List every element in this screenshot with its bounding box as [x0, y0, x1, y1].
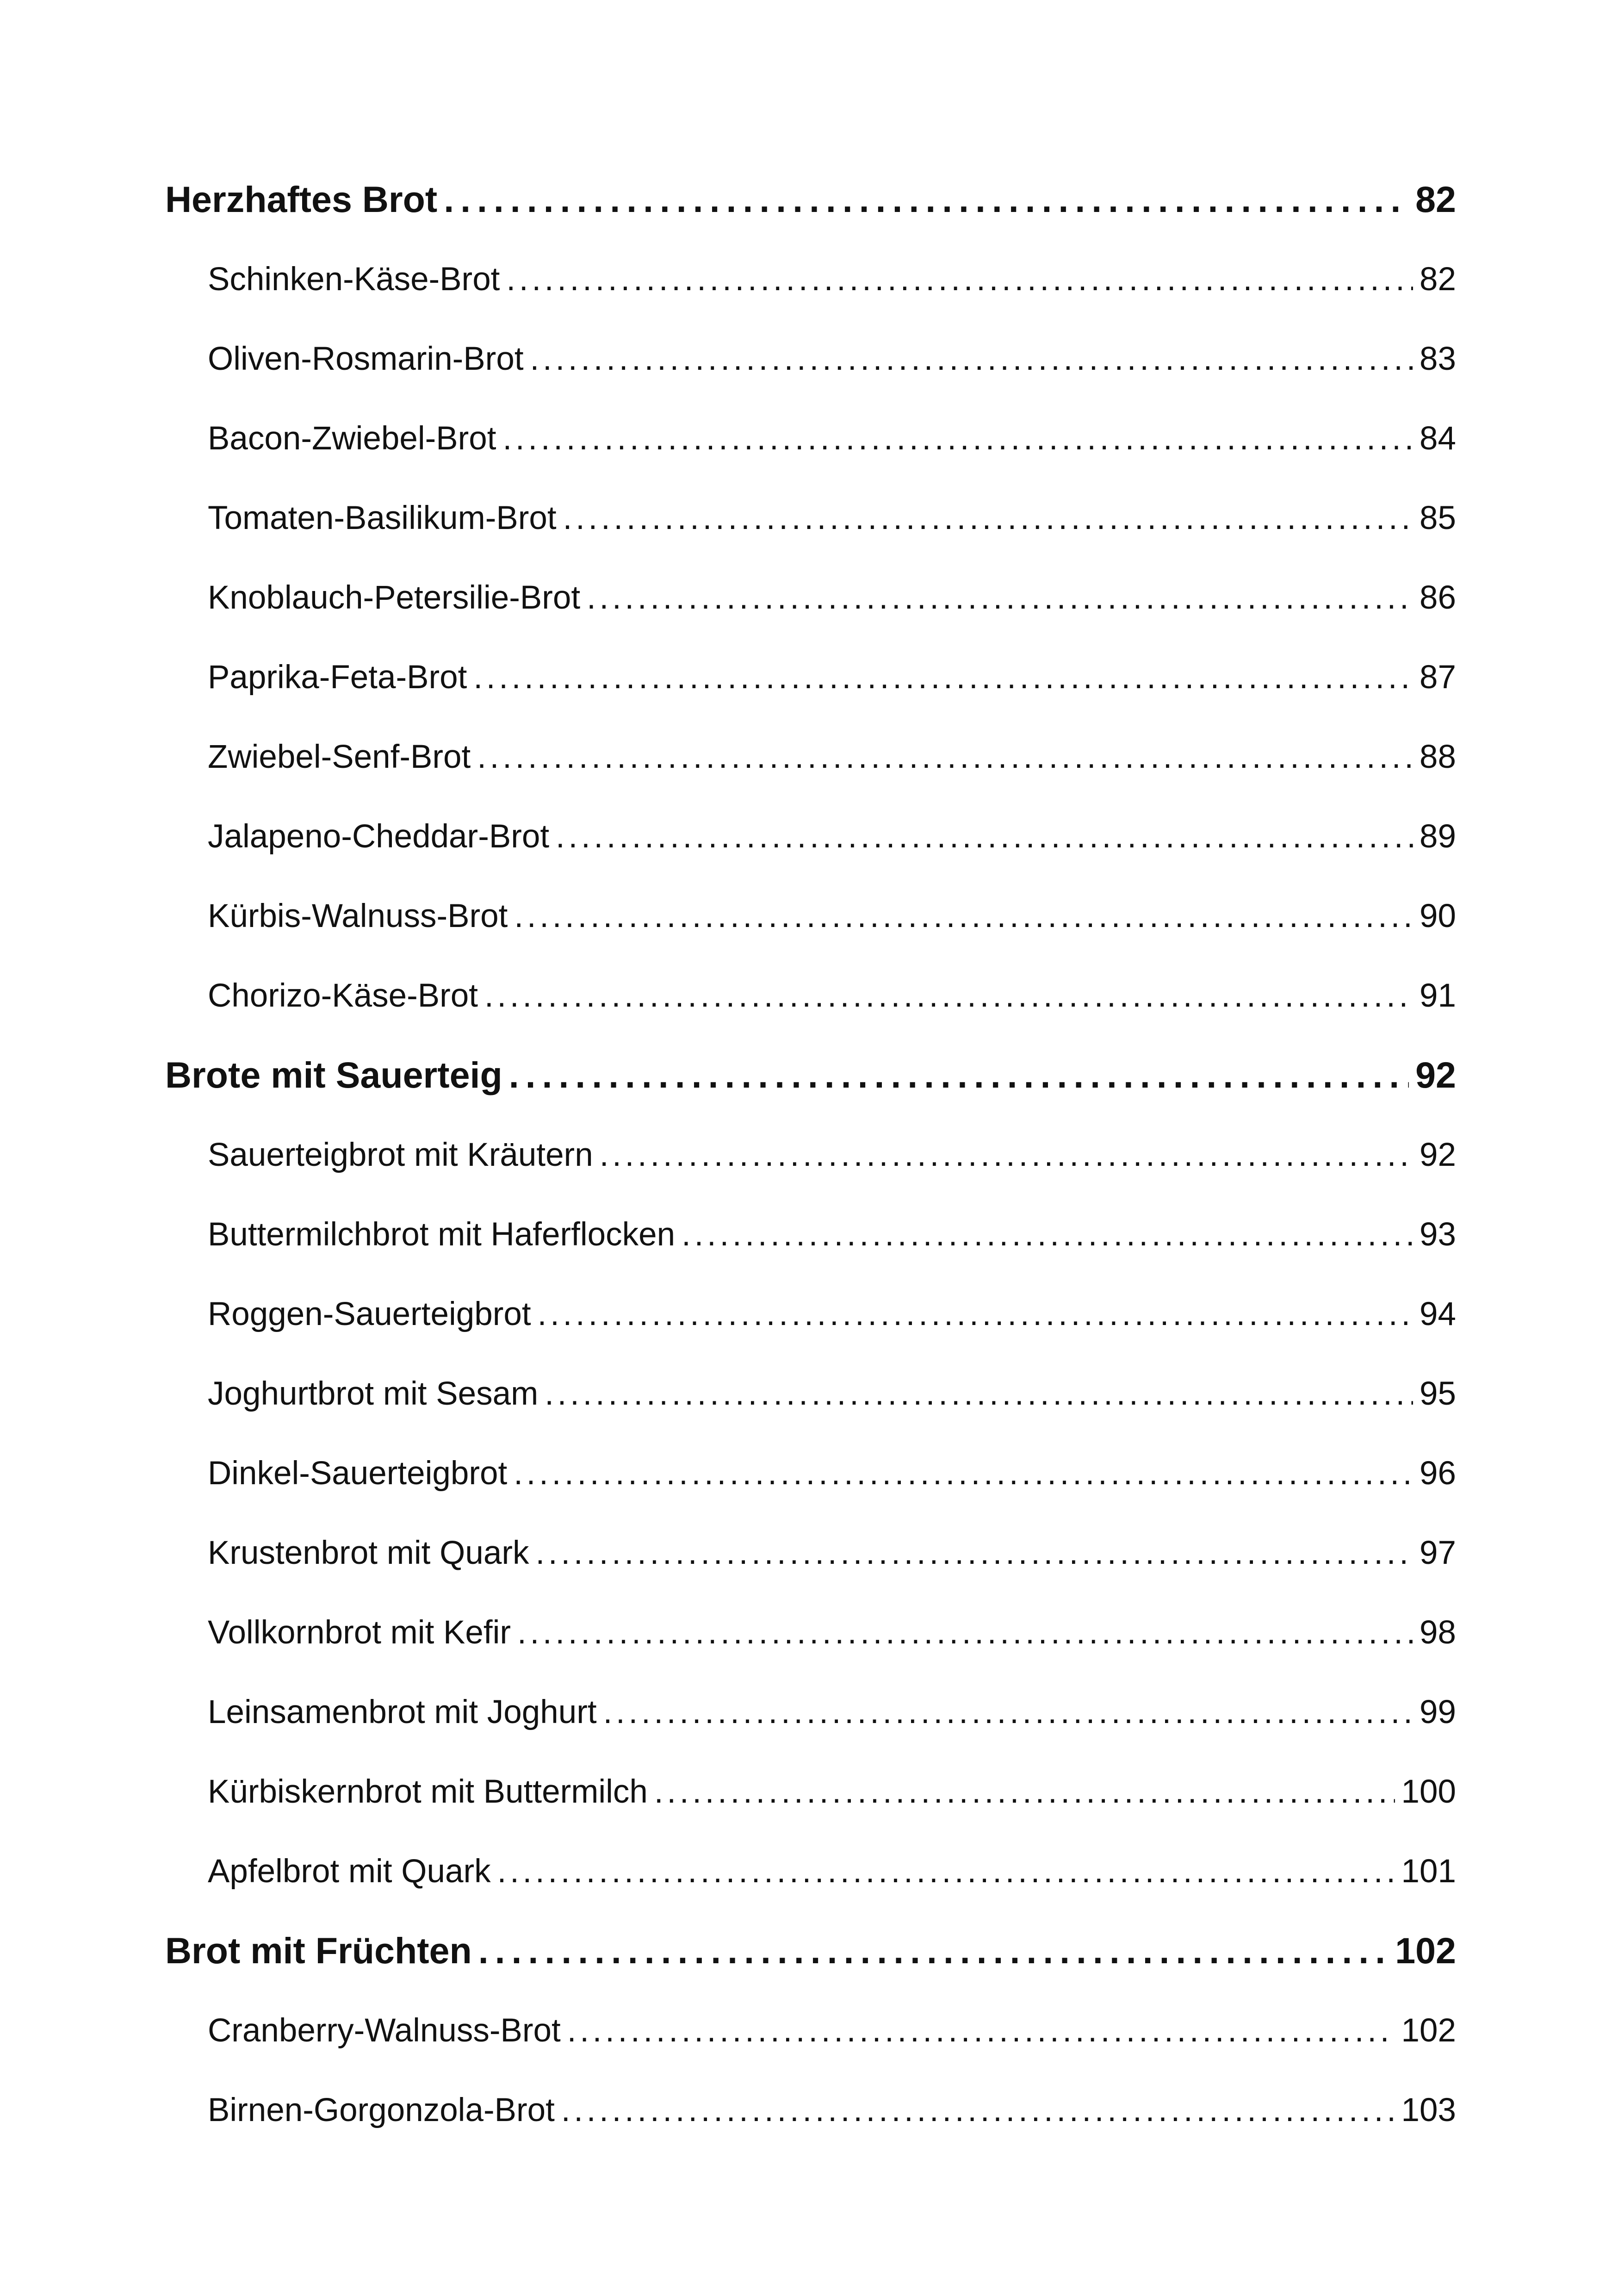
- dot-leader: [477, 738, 1413, 776]
- dot-leader: [514, 1455, 1413, 1492]
- section-page-number: 82: [1415, 179, 1456, 220]
- entry-title: Leinsamenbrot mit Joghurt: [208, 1693, 597, 1730]
- toc-entry[interactable]: [165, 239, 1456, 319]
- entry-page-number: 90: [1420, 897, 1456, 934]
- dot-leader: [502, 420, 1413, 457]
- dot-leader: [473, 659, 1413, 696]
- entry-title: Schinken-Käse-Brot: [208, 261, 500, 298]
- entry-page-number: 83: [1420, 340, 1456, 377]
- toc-entry[interactable]: [165, 1752, 1456, 1831]
- section-page-number: 92: [1415, 1054, 1456, 1095]
- entry-page-number: 100: [1401, 1773, 1456, 1810]
- entry-page-number: 92: [1420, 1136, 1456, 1173]
- dot-leader: [682, 1216, 1413, 1253]
- entry-page-number: 99: [1420, 1693, 1456, 1730]
- entry-page-number: 87: [1420, 659, 1456, 696]
- toc-section-brot-mit-fruechten[interactable]: [165, 1911, 1456, 1991]
- toc-entry[interactable]: [165, 319, 1456, 398]
- entry-page-number: 88: [1420, 738, 1456, 775]
- toc-entry[interactable]: [165, 1354, 1456, 1433]
- section-title: Herzhaftes Brot: [165, 179, 438, 220]
- dot-leader: [545, 1375, 1413, 1412]
- dot-leader: [556, 818, 1413, 855]
- dot-leader: [484, 977, 1413, 1014]
- entry-title: Cranberry-Walnuss-Brot: [208, 2012, 561, 2049]
- entry-page-number: 97: [1420, 1534, 1456, 1571]
- entry-page-number: 93: [1420, 1216, 1456, 1253]
- table-of-contents: [165, 160, 1456, 2150]
- entry-page-number: 98: [1420, 1614, 1456, 1651]
- toc-entry[interactable]: [165, 558, 1456, 637]
- dot-leader: [535, 1534, 1413, 1572]
- toc-entry[interactable]: [165, 1991, 1456, 2070]
- toc-entry[interactable]: [165, 1115, 1456, 1195]
- entry-title: Dinkel-Sauerteigbrot: [208, 1455, 508, 1492]
- entry-title: Krustenbrot mit Quark: [208, 1534, 529, 1571]
- toc-entry[interactable]: [165, 1672, 1456, 1752]
- entry-page-number: 96: [1420, 1455, 1456, 1492]
- toc-entry[interactable]: [165, 398, 1456, 478]
- entry-title: Knoblauch-Petersilie-Brot: [208, 579, 581, 616]
- dot-leader: [600, 1136, 1413, 1174]
- toc-entry[interactable]: [165, 2070, 1456, 2150]
- toc-entry[interactable]: [165, 1593, 1456, 1672]
- entry-title: Chorizo-Käse-Brot: [208, 977, 478, 1014]
- entry-title: Joghurtbrot mit Sesam: [208, 1375, 539, 1412]
- entry-title: Oliven-Rosmarin-Brot: [208, 340, 524, 377]
- toc-entry[interactable]: [165, 956, 1456, 1035]
- toc-entry[interactable]: [165, 1274, 1456, 1354]
- entry-title: Birnen-Gorgonzola-Brot: [208, 2091, 555, 2128]
- dot-leader: [530, 340, 1413, 378]
- entry-title: Paprika-Feta-Brot: [208, 659, 467, 696]
- toc-entry[interactable]: [165, 478, 1456, 558]
- entry-page-number: 103: [1401, 2091, 1456, 2128]
- toc-entry[interactable]: [165, 637, 1456, 717]
- entry-title: Apfelbrot mit Quark: [208, 1853, 491, 1890]
- section-title: Brote mit Sauerteig: [165, 1054, 502, 1095]
- dot-leader: [506, 261, 1413, 298]
- dot-leader: [538, 1295, 1413, 1333]
- toc-entry[interactable]: [165, 1195, 1456, 1274]
- entry-page-number: 86: [1420, 579, 1456, 616]
- entry-page-number: 85: [1420, 499, 1456, 536]
- dot-leader: [603, 1693, 1413, 1731]
- entry-page-number: 84: [1420, 420, 1456, 457]
- entry-page-number: 82: [1420, 261, 1456, 298]
- entry-title: Sauerteigbrot mit Kräutern: [208, 1136, 593, 1173]
- dot-leader: [444, 178, 1409, 221]
- toc-entry[interactable]: [165, 1433, 1456, 1513]
- entry-title: Bacon-Zwiebel-Brot: [208, 420, 496, 457]
- dot-leader: [567, 2012, 1395, 2049]
- toc-section-brote-mit-sauerteig[interactable]: [165, 1035, 1456, 1115]
- section-title: Brot mit Früchten: [165, 1930, 472, 1971]
- dot-leader: [509, 1054, 1409, 1096]
- entry-page-number: 94: [1420, 1295, 1456, 1332]
- toc-entry[interactable]: [165, 1513, 1456, 1593]
- entry-title: Buttermilchbrot mit Haferflocken: [208, 1216, 676, 1253]
- entry-page-number: 89: [1420, 818, 1456, 855]
- dot-leader: [561, 2091, 1395, 2129]
- entry-page-number: 102: [1401, 2012, 1456, 2049]
- dot-leader: [514, 897, 1413, 935]
- dot-leader: [654, 1773, 1395, 1811]
- dot-leader: [563, 499, 1413, 537]
- toc-section-herzhaftes-brot[interactable]: [165, 160, 1456, 239]
- entry-title: Tomaten-Basilikum-Brot: [208, 499, 557, 536]
- toc-entry[interactable]: [165, 1831, 1456, 1911]
- entry-title: Kürbiskernbrot mit Buttermilch: [208, 1773, 648, 1810]
- entry-title: Roggen-Sauerteigbrot: [208, 1295, 531, 1332]
- dot-leader: [587, 579, 1413, 616]
- toc-entry[interactable]: [165, 876, 1456, 956]
- entry-title: Zwiebel-Senf-Brot: [208, 738, 471, 775]
- toc-entry[interactable]: [165, 796, 1456, 876]
- section-page-number: 102: [1395, 1930, 1456, 1971]
- dot-leader: [497, 1853, 1395, 1890]
- entry-page-number: 101: [1401, 1853, 1456, 1890]
- dot-leader: [478, 1929, 1389, 1972]
- toc-entry[interactable]: [165, 717, 1456, 796]
- entry-title: Jalapeno-Cheddar-Brot: [208, 818, 550, 855]
- entry-title: Vollkornbrot mit Kefir: [208, 1614, 511, 1651]
- dot-leader: [517, 1614, 1413, 1651]
- entry-page-number: 95: [1420, 1375, 1456, 1412]
- entry-page-number: 91: [1420, 977, 1456, 1014]
- entry-title: Kürbis-Walnuss-Brot: [208, 897, 508, 934]
